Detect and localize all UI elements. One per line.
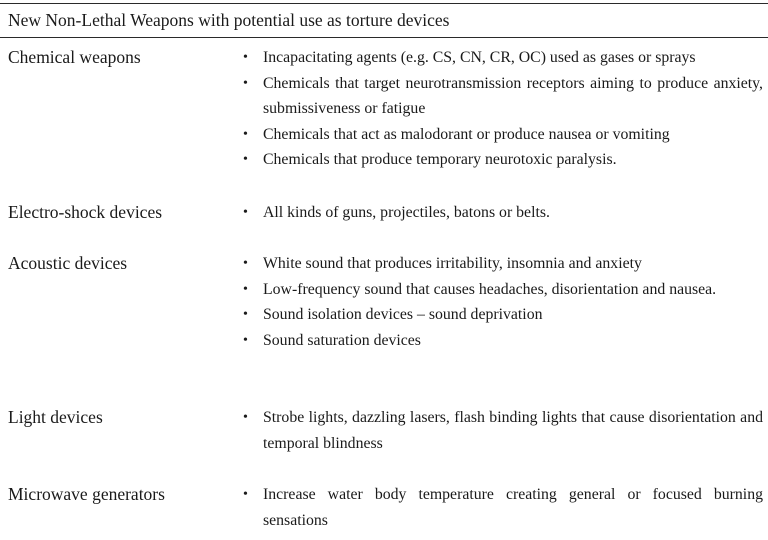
item-text: Strobe lights, dazzling lasers, flash binding lights that cause disorientation and temporal blindness — [263, 409, 763, 452]
item-text: Increase water body temperature creating general or focused burning sensations — [263, 486, 763, 529]
list-item — [240, 405, 763, 456]
item-text: Chemicals that act as malodorant or produce nausea or vomiting — [263, 125, 670, 143]
bullet-icon: • — [243, 75, 248, 91]
list-item — [240, 251, 763, 277]
list-item — [240, 71, 763, 122]
item-text: Sound isolation devices – sound deprivation — [263, 306, 543, 323]
table-title: New Non-Lethal Weapons with potential use as torture devices — [8, 10, 450, 30]
bullet-icon: • — [243, 126, 248, 142]
bullet-icon: • — [243, 410, 248, 425]
list-item — [240, 328, 763, 354]
category-label: Chemical weapons — [8, 47, 141, 67]
category-label: Electro-shock devices — [8, 202, 163, 222]
item-list — [240, 405, 763, 456]
item-text: All kinds of guns, projectiles, batons or belts. — [263, 204, 550, 221]
list-item — [240, 200, 763, 226]
item-list — [240, 45, 763, 173]
item-text: Low-frequency sound that causes headaches, disorientation and nausea. — [263, 280, 717, 298]
table-header-rule — [0, 37, 768, 38]
bullet-icon: • — [243, 307, 248, 322]
list-item — [240, 147, 763, 173]
item-list — [240, 482, 763, 533]
item-list — [240, 200, 763, 226]
list-item — [240, 482, 763, 533]
bullet-icon: • — [243, 152, 248, 167]
list-item — [240, 45, 763, 71]
category-label: Microwave generators — [8, 484, 165, 504]
item-text: Chemicals that target neurotransmission receptors aiming to produce anxiety, submissiveness or fatigue — [263, 74, 763, 117]
item-text: Incapacitating agents (e.g. CS, CN, CR, OC) used as gases or sprays — [263, 49, 696, 66]
category-label: Acoustic devices — [8, 253, 128, 273]
list-item — [240, 122, 763, 148]
bullet-icon: • — [243, 332, 248, 348]
bullet-icon: • — [243, 50, 248, 65]
table-top-rule — [0, 3, 768, 4]
bullet-icon: • — [243, 256, 248, 271]
item-text: Chemicals that produce temporary neurotoxic paralysis. — [263, 151, 617, 168]
bullet-icon: • — [243, 487, 248, 502]
bullet-icon: • — [243, 281, 248, 297]
item-text: White sound that produces irritability, insomnia and anxiety — [263, 255, 642, 272]
category-label: Light devices — [8, 407, 103, 427]
bullet-icon: • — [243, 205, 248, 220]
list-item — [240, 302, 763, 328]
list-item — [240, 277, 763, 303]
item-list — [240, 251, 763, 353]
item-text: Sound saturation devices — [263, 331, 421, 349]
